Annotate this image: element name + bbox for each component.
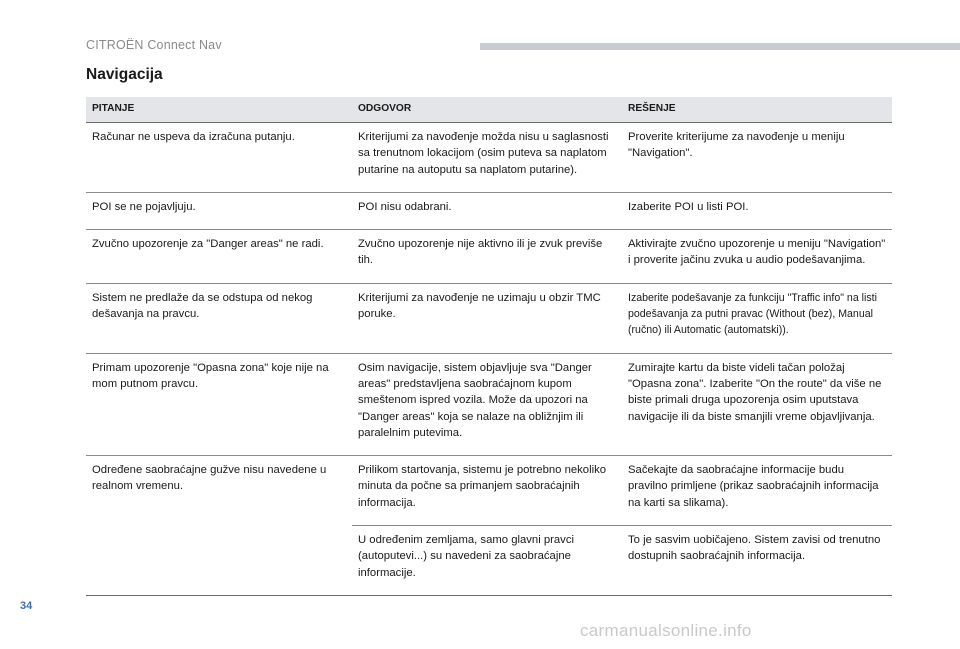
answer-cell: Osim navigacije, sistem objavljuje sva "Danger areas" predstavljena saobraćajnom kupom smeštenom ispred vozila. Može da upozori na "Danger areas" koja se nalaze na obližnjim ili paralelnim putevima. xyxy=(352,353,622,455)
answer-cell: POI nisu odabrani. xyxy=(352,192,622,229)
column-header-solution: REŠENJE xyxy=(622,97,892,123)
solution-cell: To je sasvim uobičajeno. Sistem zavisi od trenutno dostupnih saobraćajnih informacija. xyxy=(622,526,892,596)
solution-cell: Aktivirajte zvučno upozorenje u meniju "Navigation" i proverite jačinu zvuka u audio podešavanjima. xyxy=(622,230,892,284)
solution-cell: Sačekajte da saobraćajne informacije budu pravilno primljene (prikaz saobraćajnih informacija na karti sa slikama). xyxy=(622,456,892,526)
table-row xyxy=(86,192,892,229)
table-row xyxy=(86,283,892,353)
table-header-row xyxy=(86,97,892,123)
page-number: 34 xyxy=(20,600,33,612)
question-cell: POI se ne pojavljuju. xyxy=(86,192,352,229)
answer-cell: Prilikom startovanja, sistemu je potrebno nekoliko minuta da počne sa primanjem saobraćajnih informacija. xyxy=(352,456,622,526)
watermark: carmanualsonline.info xyxy=(580,621,752,640)
answer-cell: Kriterijumi za navođenje možda nisu u saglasnosti sa trenutnom lokacijom (osim puteva sa naplatom putarine na autoputu sa naplatom putarine). xyxy=(352,123,622,193)
column-header-question: PITANJE xyxy=(86,97,352,123)
question-cell: Zvučno upozorenje za "Danger areas" ne radi. xyxy=(86,230,352,284)
question-cell: Primam upozorenje "Opasna zona" koje nije na mom putnom pravcu. xyxy=(86,353,352,455)
answer-cell: Zvučno upozorenje nije aktivno ili je zvuk previše tih. xyxy=(352,230,622,284)
section-title: Navigacija xyxy=(86,66,163,83)
question-cell: Sistem ne predlaže da se odstupa od nekog dešavanja na pravcu. xyxy=(86,283,352,353)
question-cell: Određene saobraćajne gužve nisu navedene u realnom vremenu. xyxy=(92,464,327,493)
table-row xyxy=(86,123,892,193)
document-header-title: CITROËN Connect Nav xyxy=(86,38,222,52)
question-cell xyxy=(86,526,352,596)
table-row xyxy=(86,353,892,455)
solution-cell: Izaberite podešavanje za funkciju "Traffic info" na listi podešavanja za putni pravac (Without (bez), Manual (ručno) ili Automatic (automatski)). xyxy=(622,283,892,353)
table-row xyxy=(86,230,892,284)
solution-cell: Zumirajte kartu da biste videli tačan položaj "Opasna zona". Izaberite "On the route" da više ne biste primali druga upozorenja osim uputstava navigacije ili da biste smanjili vreme objavljivanja. xyxy=(622,353,892,455)
table-row xyxy=(86,526,892,596)
question-cell: Računar ne uspeva da izračuna putanju. xyxy=(86,123,352,193)
solution-cell: Izaberite POI u listi POI. xyxy=(622,192,892,229)
solution-cell: Proverite kriterijume za navođenje u meniju "Navigation". xyxy=(622,123,892,193)
answer-cell: U određenim zemljama, samo glavni pravci (autoputevi...) su navedeni za saobraćajne informacije. xyxy=(352,526,622,596)
answer-cell: Kriterijumi za navođenje ne uzimaju u obzir TMC poruke. xyxy=(352,283,622,353)
table-row xyxy=(86,456,892,526)
column-header-answer: ODGOVOR xyxy=(352,97,622,123)
troubleshooting-table xyxy=(86,97,892,596)
header-divider-bar xyxy=(480,43,960,50)
